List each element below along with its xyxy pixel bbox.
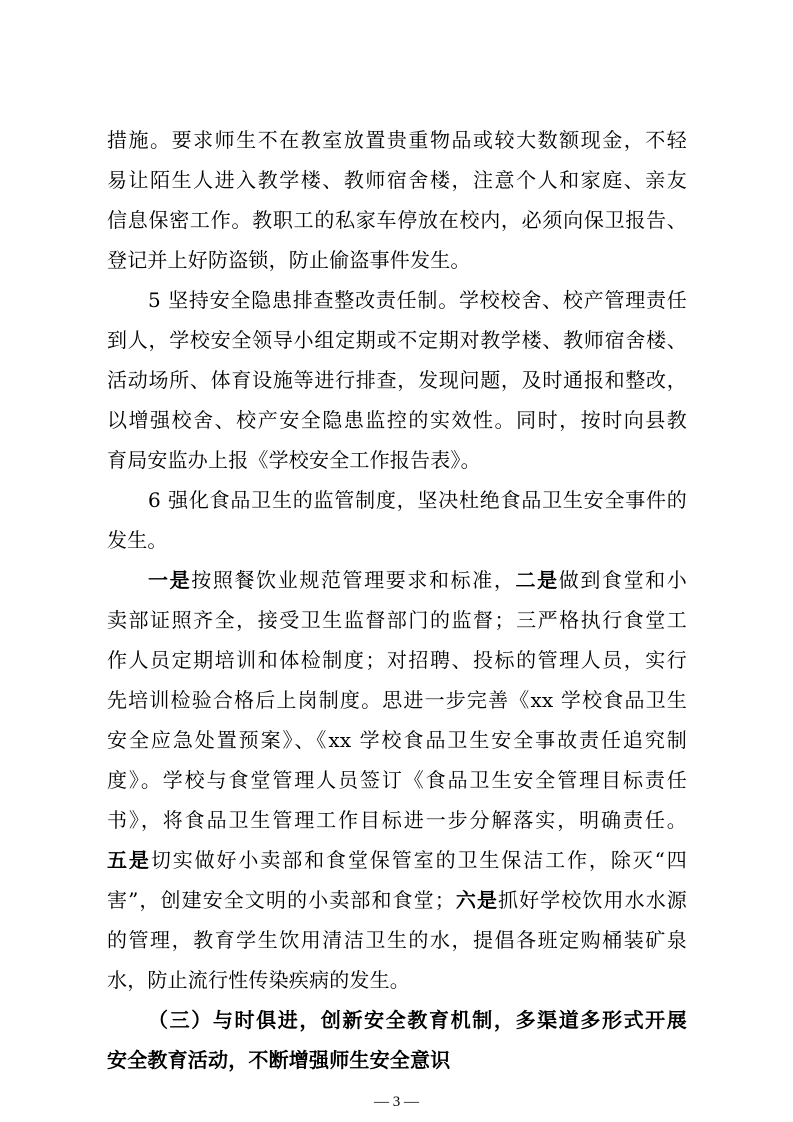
- emphasis-text: 五是: [107, 848, 151, 872]
- body-text-line: [148, 566, 687, 594]
- body-text-line: 易让陌生人进入教学楼、教师宿舍楼，注意个人和家庭、亲友: [107, 168, 687, 192]
- inline-text: 做到食堂和小: [558, 568, 687, 592]
- body-text-line: 信息保密工作。教职工的私家车停放在校内，必须向保卫报告、: [107, 208, 687, 232]
- body-text-line: 活动场所、体育设施等进行排查，发现问题，及时通报和整改，: [107, 368, 687, 392]
- inline-text: 切实做好小卖部和食堂保管室的卫生保洁工作，除灭“四: [150, 848, 687, 872]
- section-heading: （三）与时俱进，创新安全教育机制，多渠道多形式开展: [148, 1008, 687, 1032]
- section-heading: 安全教育活动，不断增强师生安全意识: [107, 1048, 451, 1072]
- inline-text: 抓好学校饮用水水源: [498, 888, 688, 912]
- body-text-line: 作人员定期培训和体检制度；对招聘、投标的管理人员，实行: [107, 648, 687, 672]
- emphasis-text: 二是: [515, 568, 559, 592]
- body-text-line: 措施。要求师生不在教室放置贵重物品或较大数额现金，不轻: [107, 128, 687, 152]
- body-text-line: 育局安监办上报《学校安全工作报告表》。: [107, 448, 481, 472]
- body-text-line: [107, 886, 687, 914]
- inline-text: 按照餐饮业规范管理要求和标准，: [191, 568, 516, 592]
- body-text-line: 安全应急处置预案》、《xx 学校食品卫生安全事故责任追究制: [107, 728, 687, 752]
- body-text-line: 的管理，教育学生饮用清洁卫生的水，提倡各班定购桶装矿泉: [107, 928, 687, 952]
- body-text-line: 以增强校舍、校产安全隐患监控的实效性。同时，按时向县教: [107, 408, 687, 432]
- body-text-line: 发生。: [107, 528, 168, 552]
- emphasis-text: 一是: [148, 568, 192, 592]
- inline-text: 害”，创建安全文明的小卖部和食堂；: [107, 888, 455, 912]
- body-text-line: 水，防止流行性传染疾病的发生。: [107, 968, 410, 992]
- body-text-line: 卖部证照齐全，接受卫生监督部门的监督；三严格执行食堂工: [107, 608, 687, 632]
- body-text-line: 先培训检验合格后上岗制度。思进一步完善《xx 学校食品卫生: [107, 688, 687, 712]
- body-text-line: 书》，将食品卫生管理工作目标进一步分解落实，明确责任。: [107, 808, 687, 832]
- body-text-line: 5 坚持安全隐患排查整改责任制。学校校舍、校产管理责任: [148, 288, 687, 312]
- body-text-line: [107, 846, 687, 874]
- emphasis-text: 六是: [454, 888, 499, 912]
- body-text-line: 登记并上好防盗锁，防止偷盗事件发生。: [107, 248, 471, 272]
- page-number: — 3 —: [374, 1094, 419, 1110]
- body-text-line: 度》。学校与食堂管理人员签订《食品卫生安全管理目标责任: [107, 768, 687, 792]
- body-text-line: 6 强化食品卫生的监管制度，坚决杜绝食品卫生安全事件的: [148, 488, 687, 512]
- body-text-line: 到人，学校安全领导小组定期或不定期对教学楼、教师宿舍楼、: [107, 328, 687, 352]
